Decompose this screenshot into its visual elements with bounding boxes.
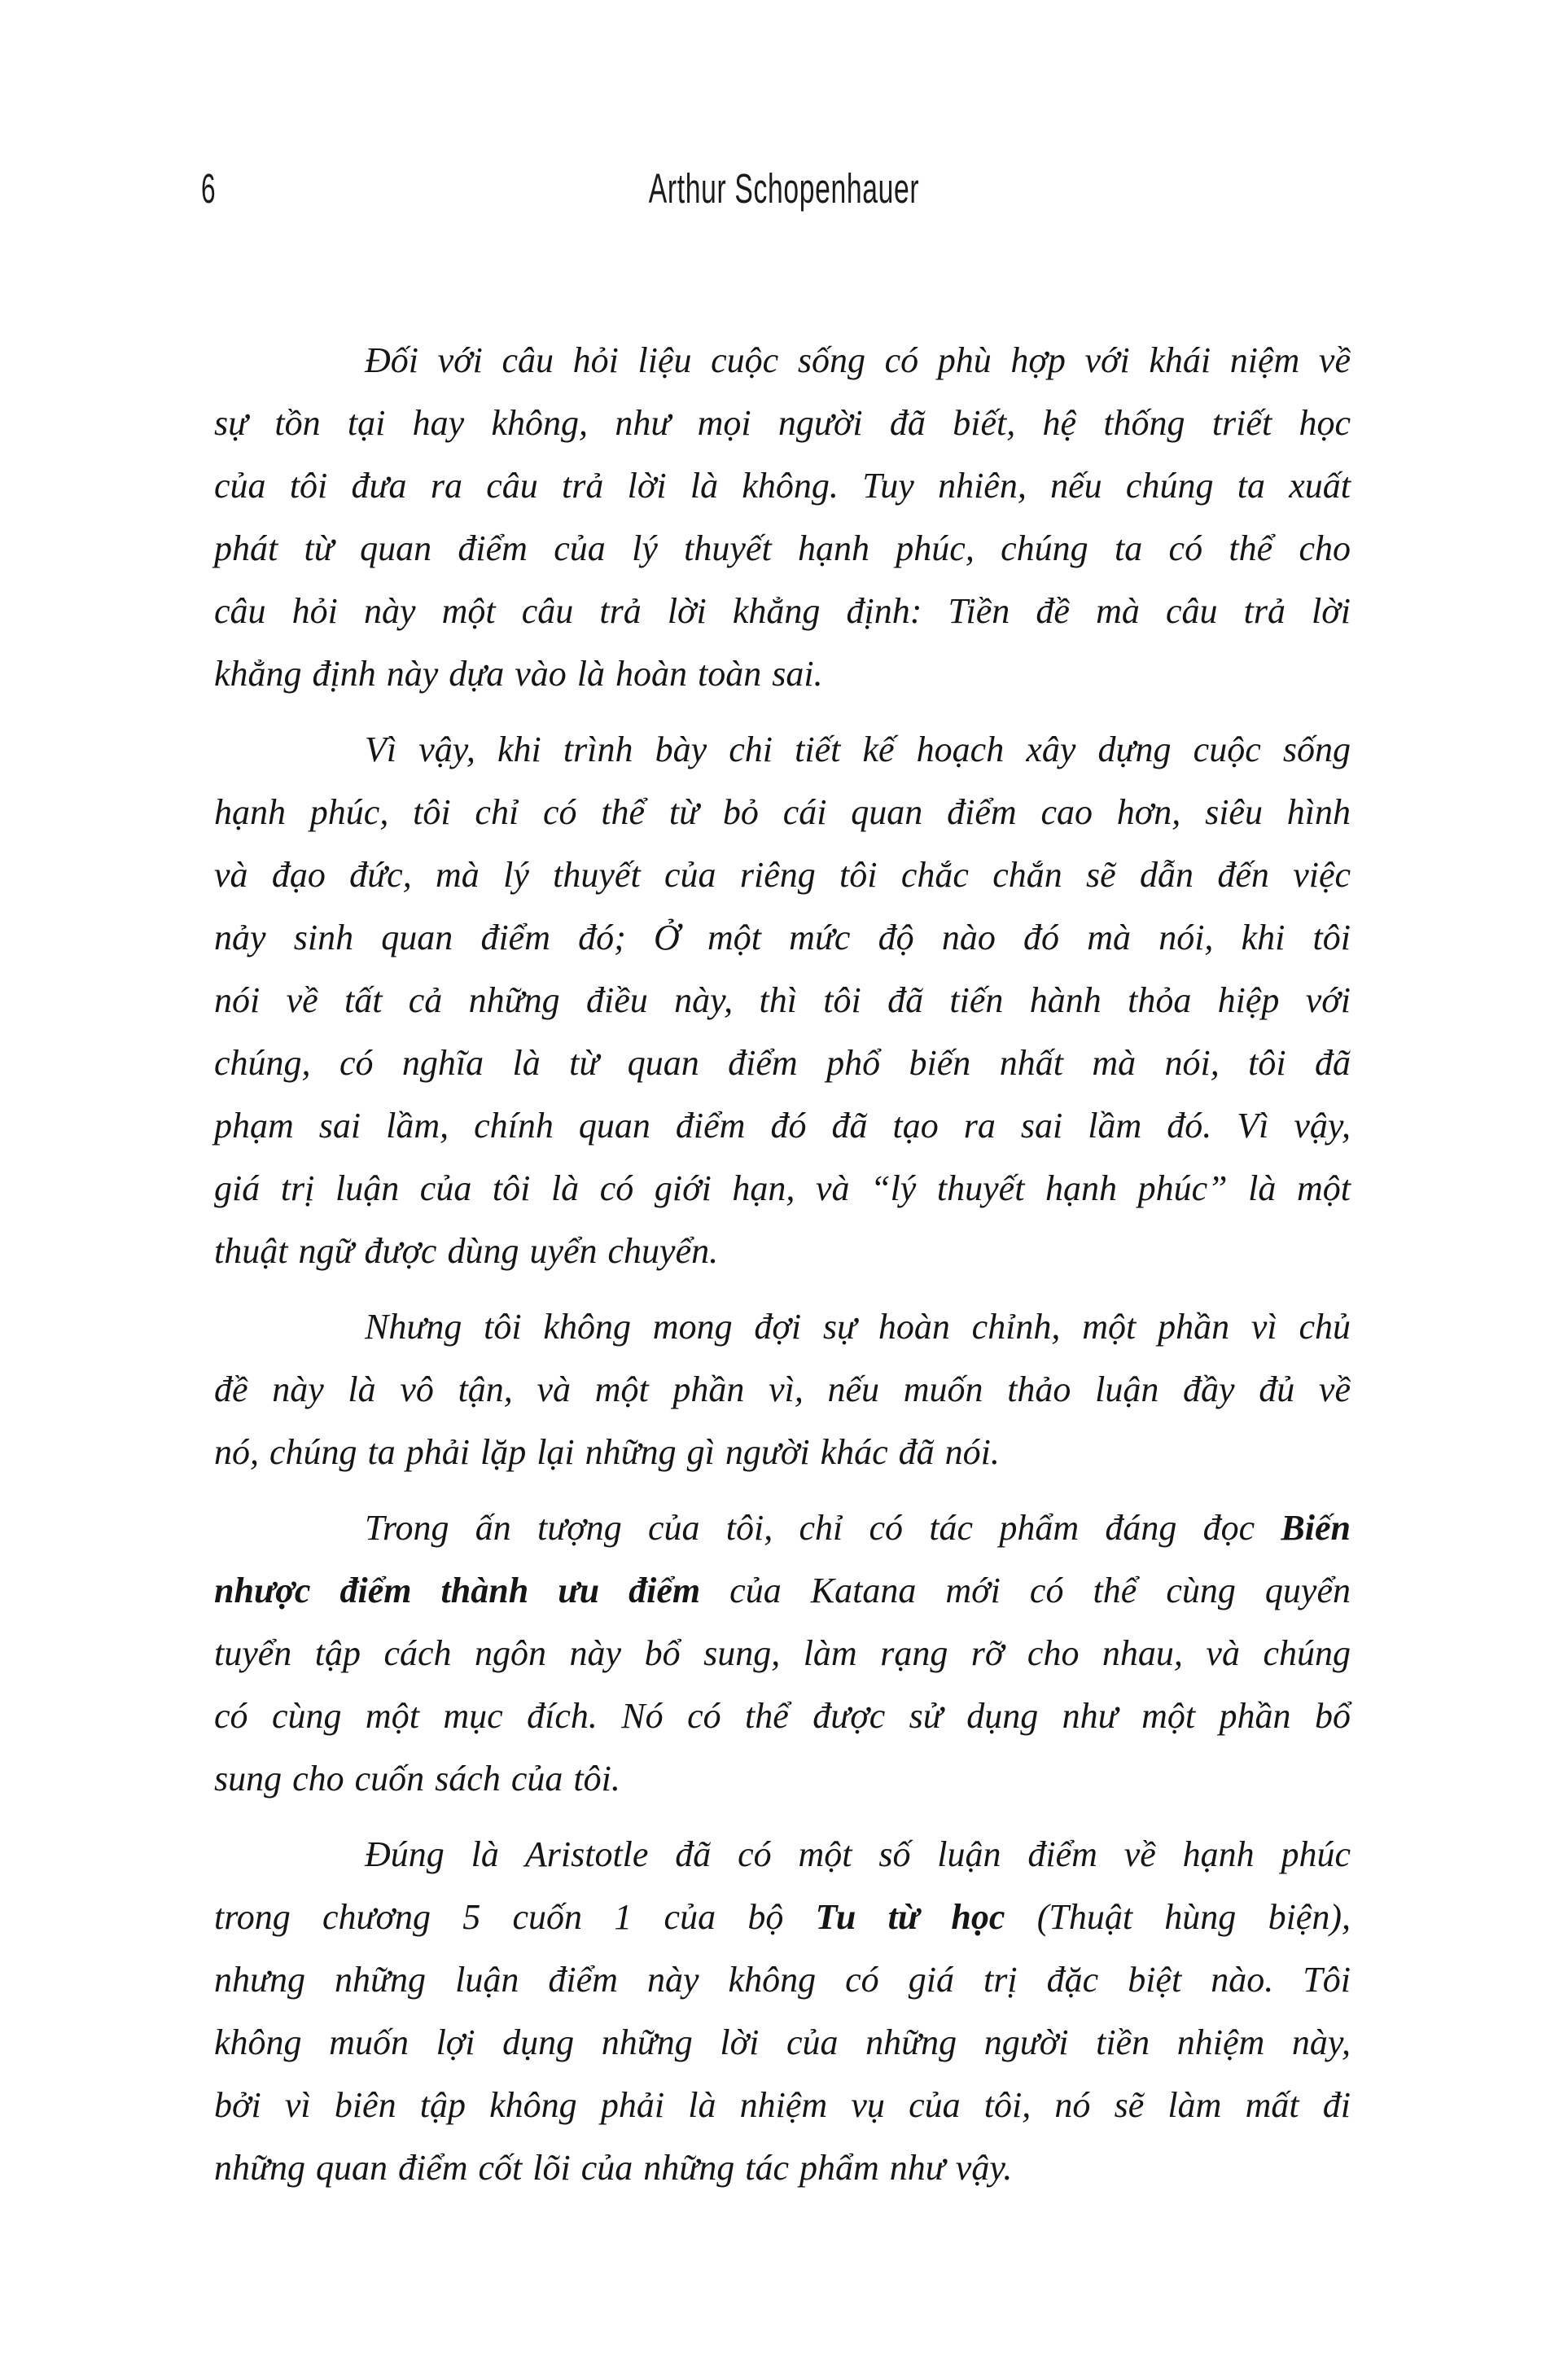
text-segment: đề này là vô tận, và một phần vì, nếu muốn thảo luận đầy đủ về	[214, 1369, 1351, 1409]
text-line	[214, 1157, 1351, 1220]
text-segment: (Thuật hùng biện),	[1005, 1897, 1351, 1937]
text-line	[214, 843, 1351, 906]
text-line	[214, 454, 1351, 517]
text-segment: câu hỏi này một câu trả lời khẳng định: Tiền đề mà câu trả lời	[214, 591, 1351, 631]
text-segment: thuật ngữ được dùng uyển chuyển.	[214, 1231, 719, 1271]
text-segment: và đạo đức, mà lý thuyết của riêng tôi chắc chắn sẽ dẫn đến việc	[214, 855, 1351, 895]
text-segment: tuyển tập cách ngôn này bổ sung, làm rạng rỡ cho nhau, và chúng	[214, 1633, 1351, 1673]
paragraph	[214, 1295, 1351, 1483]
book-title-text: Tu từ học	[815, 1897, 1005, 1937]
text-line	[214, 1823, 1351, 1886]
text-line	[214, 906, 1351, 969]
book-title-text: Biến	[1281, 1508, 1351, 1548]
text-segment: nhưng những luận điểm này không có giá trị đặc biệt nào. Tôi	[214, 1960, 1351, 2000]
text-segment: chúng, có nghĩa là từ quan điểm phổ biến nhất mà nói, tôi đã	[214, 1043, 1351, 1083]
text-line	[214, 1421, 1351, 1483]
book-title-text: nhược điểm thành ưu điểm	[214, 1571, 701, 1610]
text-line	[214, 1747, 1351, 1810]
text-segment: sự tồn tại hay không, như mọi người đã biết, hệ thống triết học	[214, 403, 1351, 443]
text-segment: bởi vì biên tập không phải là nhiệm vụ của tôi, nó sẽ làm mất đi	[214, 2085, 1351, 2125]
text-line	[214, 1559, 1351, 1622]
text-segment: phát từ quan điểm của lý thuyết hạnh phúc, chúng ta có thể cho	[214, 528, 1351, 568]
text-segment: Nhưng tôi không mong đợi sự hoàn chỉnh, một phần vì chủ	[365, 1307, 1351, 1347]
page-header	[0, 165, 1568, 217]
paragraph	[214, 1823, 1351, 2199]
text-segment: nảy sinh quan điểm đó; Ở một mức độ nào đó mà nói, khi tôi	[214, 918, 1351, 957]
text-segment: nói về tất cả những điều này, thì tôi đã tiến hành thỏa hiệp với	[214, 980, 1351, 1020]
text-segment: của tôi đưa ra câu trả lời là không. Tuy nhiên, nếu chúng ta xuất	[214, 466, 1351, 506]
text-line	[214, 781, 1351, 843]
text-line	[214, 1948, 1351, 2011]
text-line	[214, 1496, 1351, 1559]
text-line	[214, 1886, 1351, 1948]
text-line	[214, 1295, 1351, 1358]
text-line	[214, 580, 1351, 642]
text-line	[214, 2136, 1351, 2199]
text-segment: Vì vậy, khi trình bày chi tiết kế hoạch xây dựng cuộc sống	[365, 730, 1351, 769]
text-line	[214, 392, 1351, 454]
page-body	[214, 329, 1351, 2212]
text-line	[214, 2011, 1351, 2074]
page-number: 6	[201, 165, 216, 212]
text-line	[214, 1622, 1351, 1685]
paragraph	[214, 1496, 1351, 1810]
text-line	[214, 1032, 1351, 1094]
text-segment: nó, chúng ta phải lặp lại những gì người khác đã nói.	[214, 1432, 1000, 1472]
text-segment: của Katana mới có thể cùng quyển	[700, 1571, 1351, 1610]
text-segment: khẳng định này dựa vào là hoàn toàn sai.	[214, 654, 823, 694]
text-line	[214, 517, 1351, 580]
text-segment: giá trị luận của tôi là có giới hạn, và “lý thuyết hạnh phúc” là một	[214, 1168, 1351, 1208]
text-line	[214, 718, 1351, 781]
text-segment: Đúng là Aristotle đã có một số luận điểm về hạnh phúc	[365, 1834, 1351, 1874]
text-segment: những quan điểm cốt lõi của những tác phẩm như vậy.	[214, 2148, 1013, 2188]
text-line	[214, 1094, 1351, 1157]
text-segment: Đối với câu hỏi liệu cuộc sống có phù hợp với khái niệm về	[365, 340, 1351, 380]
text-line	[214, 1358, 1351, 1421]
text-line	[214, 1685, 1351, 1747]
running-head-author: Arthur Schopenhauer	[648, 165, 920, 212]
text-segment: trong chương 5 cuốn 1 của bộ	[214, 1897, 816, 1937]
text-line	[214, 2074, 1351, 2136]
paragraph	[214, 718, 1351, 1282]
text-segment: phạm sai lầm, chính quan điểm đó đã tạo ra sai lầm đó. Vì vậy,	[214, 1106, 1351, 1146]
text-segment: sung cho cuốn sách của tôi.	[214, 1759, 620, 1799]
text-segment: Trong ấn tượng của tôi, chỉ có tác phẩm đáng đọc	[365, 1508, 1281, 1548]
text-segment: hạnh phúc, tôi chỉ có thể từ bỏ cái quan điểm cao hơn, siêu hình	[214, 792, 1351, 832]
paragraph	[214, 329, 1351, 705]
text-line	[214, 642, 1351, 705]
text-line	[214, 329, 1351, 392]
text-segment: không muốn lợi dụng những lời của những người tiền nhiệm này,	[214, 2022, 1351, 2062]
text-line	[214, 969, 1351, 1032]
text-line	[214, 1220, 1351, 1282]
text-segment: có cùng một mục đích. Nó có thể được sử dụng như một phần bổ	[214, 1696, 1351, 1736]
